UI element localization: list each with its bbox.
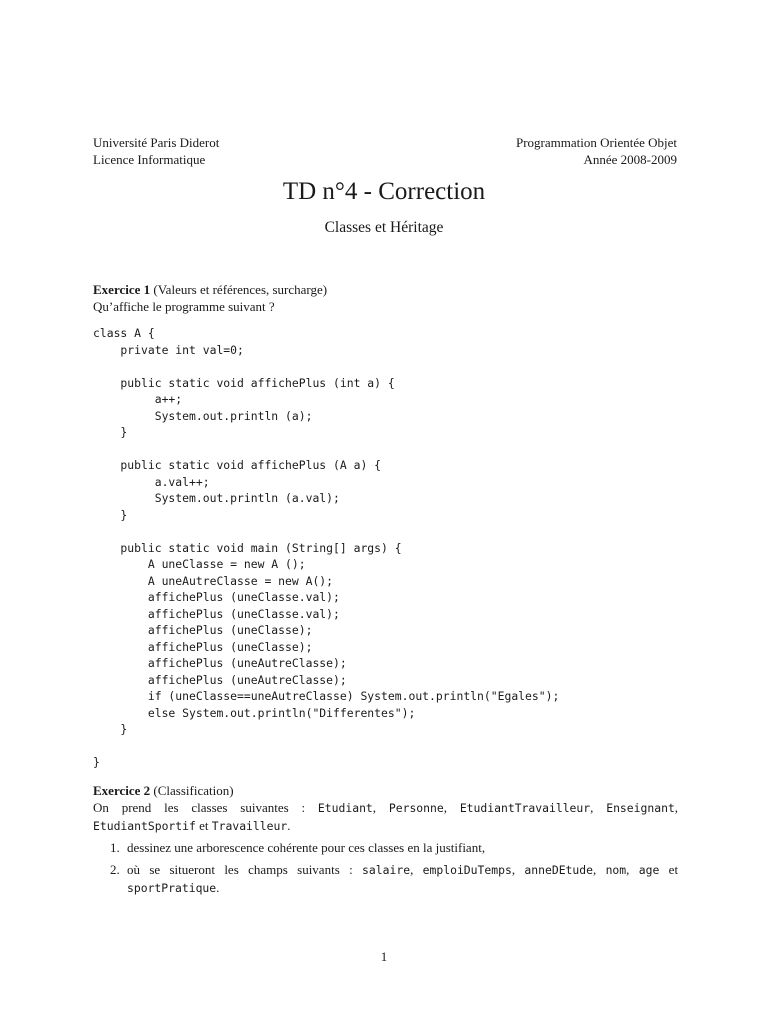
code-line: System.out.println (a.val); (93, 491, 340, 505)
code-line: class A { (93, 326, 155, 340)
code-line (93, 441, 559, 458)
code-line: } (93, 755, 100, 769)
exercise-2-intro (93, 799, 678, 835)
code-line: else System.out.println("Differentes"); (93, 705, 416, 720)
exercise-2 (93, 782, 678, 902)
code-line: A uneClasse = new A (); (93, 557, 306, 571)
list-item (93, 861, 678, 897)
header-left (93, 134, 219, 168)
separator: , (511, 862, 516, 877)
and-word: et (199, 818, 209, 833)
code-line: } (93, 722, 128, 736)
code-line (93, 523, 559, 540)
field-name: sportPratique (127, 881, 217, 895)
class-name: EtudiantSportif (93, 819, 196, 833)
field-name: emploiDuTemps (422, 863, 512, 877)
intro-text: On prend les classes suivantes : (93, 800, 306, 815)
field-name: age (638, 863, 660, 877)
and-word: et (668, 862, 679, 877)
class-name: EtudiantTravailleur (459, 801, 591, 815)
code-block (93, 325, 559, 771)
code-line: } (93, 507, 128, 522)
list-item-number: 1. (110, 840, 120, 855)
exercise-1-heading (93, 282, 683, 315)
class-name: Travailleur (211, 819, 288, 833)
course-name: Programmation Orientée Objet (515, 135, 677, 150)
code-line: a++; (93, 392, 183, 406)
code-line: affichePlus (uneAutreClasse); (93, 672, 347, 687)
list-item-number: 2. (110, 862, 120, 877)
fields-intro: où se situeront les champs suivants : (127, 862, 353, 877)
separator: , (410, 862, 414, 877)
separator: . (216, 880, 220, 895)
code-line (93, 738, 559, 755)
exercise-1-topic: (Valeurs et références, surcharge) (153, 282, 328, 297)
code-line: affichePlus (uneAutreClasse); (93, 656, 347, 670)
document-title: TD n°4 - Correction (282, 178, 486, 205)
separator: , (626, 862, 630, 877)
field-name: nom (605, 863, 627, 877)
code-line: A uneAutreClasse = new A(); (93, 573, 334, 588)
class-name: Etudiant (317, 801, 373, 815)
exercise-1-label: Exercice 1 (93, 282, 151, 297)
code-line: affichePlus (uneClasse); (93, 639, 313, 654)
code-line: public static void affichePlus (A a) { (93, 458, 382, 472)
exercise-2-label: Exercice 2 (93, 783, 151, 798)
code-line: if (uneClasse==uneAutreClasse) System.out.println("Egales"); (93, 689, 560, 703)
code-line: affichePlus (uneClasse.val); (93, 590, 340, 604)
university-name: Université Paris Diderot (93, 135, 220, 150)
list-item-text (127, 861, 678, 897)
exercise-2-topic: (Classification) (153, 783, 234, 798)
code-line: public static void main (String[] args) { (93, 540, 402, 555)
field-name: salaire (362, 863, 411, 877)
code-line: affichePlus (uneClasse); (93, 623, 313, 637)
page-number: 1 (380, 949, 388, 964)
code-line: affichePlus (uneClasse.val); (93, 606, 340, 621)
separator: , (674, 800, 679, 815)
separator: , (443, 800, 447, 815)
code-line: System.out.println (a); (93, 408, 313, 423)
code-line: private int val=0; (93, 342, 244, 357)
separator: , (372, 800, 377, 815)
list-item-text: dessinez une arborescence cohérente pour ces classes en la justifiant, (127, 840, 486, 855)
class-name: Enseignant (606, 801, 675, 815)
code-line: a.val++; (93, 474, 210, 489)
class-name: Personne (388, 801, 444, 815)
field-name: anneDEtude (524, 863, 593, 877)
list-item (93, 839, 678, 856)
code-line: } (93, 425, 128, 439)
separator: . (287, 818, 291, 833)
degree-name: Licence Informatique (93, 152, 206, 167)
document-subtitle: Classes et Héritage (324, 219, 444, 236)
academic-year: Année 2008-2009 (583, 152, 677, 167)
exercise-2-list (93, 839, 678, 897)
header-right (516, 134, 677, 168)
code-line (93, 358, 559, 375)
separator: , (590, 800, 594, 815)
exercise-1-question: Qu’affiche le programme suivant ? (93, 298, 275, 314)
code-line: public static void affichePlus (int a) { (93, 375, 395, 390)
separator: , (592, 862, 597, 877)
